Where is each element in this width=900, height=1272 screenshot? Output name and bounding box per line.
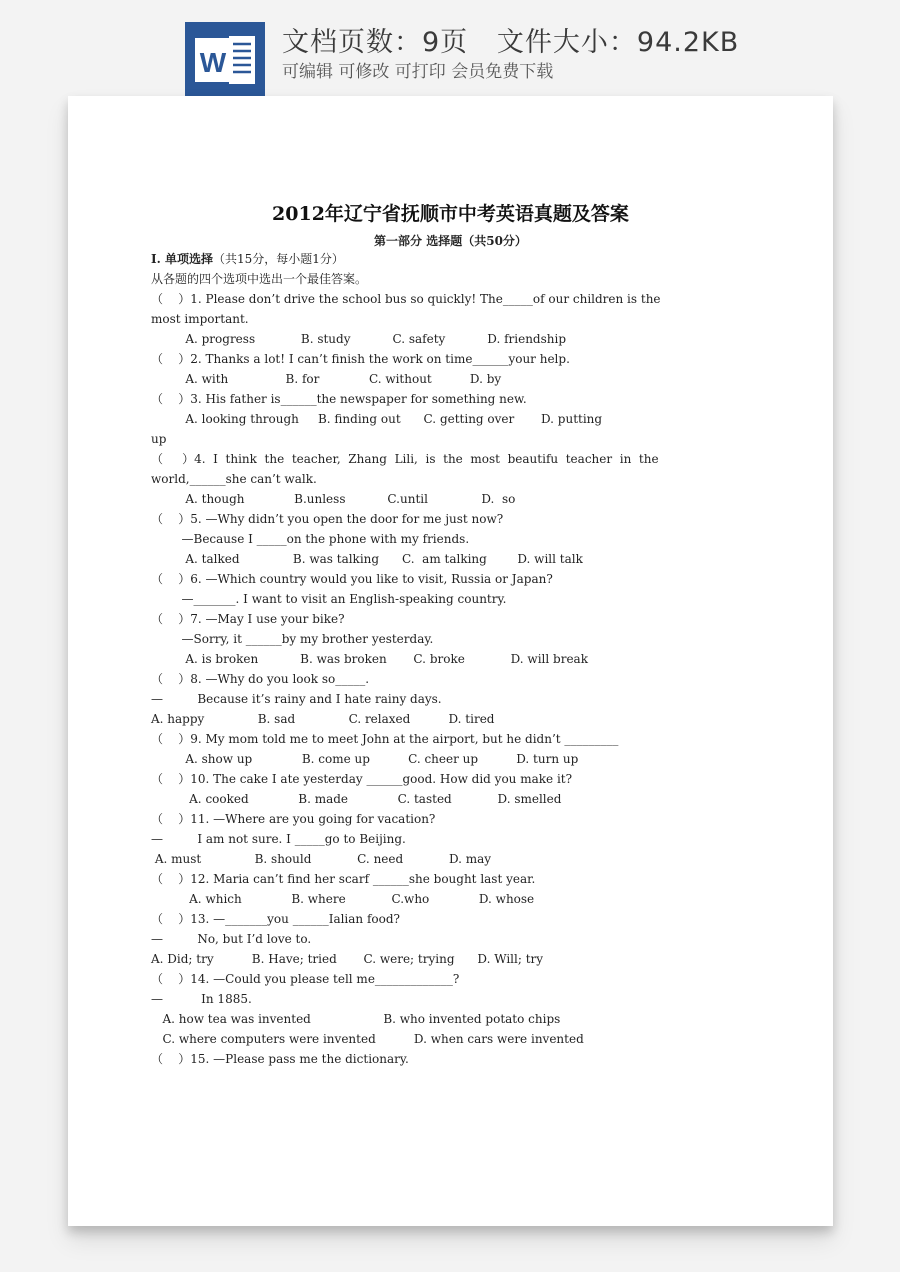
svg-text:W: W — [199, 47, 227, 78]
question-line: A. is broken B. was broken C. broke D. will break — [151, 652, 588, 666]
question-line: （ ）10. The cake I ate yesterday ______good. How did you make it? — [151, 772, 573, 786]
part-label: Ⅰ. 单项选择 — [151, 252, 213, 266]
question-line: A. must B. should C. need D. may — [151, 852, 492, 866]
file-info-title: 文档页数：9页 文件大小：94.2KB — [282, 27, 740, 58]
question-line: —Sorry, it ______by my brother yesterday. — [151, 632, 434, 646]
question-line: — No, but I’d love to. — [151, 932, 312, 946]
question-line: （ ）5. —Why didn’t you open the door for me just now? — [151, 512, 504, 526]
question-line: up — [151, 432, 167, 446]
question-line: C. where computers were invented D. when cars were invented — [151, 1032, 584, 1046]
part-heading — [151, 251, 344, 267]
section-heading: 第一部分 选择题（共50分） — [374, 234, 527, 248]
question-line: （ ）7. —May I use your bike? — [151, 612, 345, 626]
question-line: （ ）2. Thanks a lot! I can’t finish the work on time______your help. — [151, 352, 570, 366]
question-line: — Because it’s rainy and I hate rainy days. — [151, 692, 442, 706]
instruction-text: 从各题的四个选项中选出一个最佳答案。 — [151, 272, 368, 286]
question-line: A. happy B. sad C. relaxed D. tired — [151, 712, 495, 726]
question-line: A. talked B. was talking C. am talking D. will talk — [151, 552, 583, 566]
question-line: A. though B.unless C.until D. so — [151, 492, 516, 506]
question-line: —Because I _____on the phone with my friends. — [151, 532, 470, 546]
question-line: （ ）13. —_______you ______Ialian food? — [151, 912, 400, 926]
question-line: A. progress B. study C. safety D. friendship — [151, 332, 567, 346]
question-line: A. Did; try B. Have; tried C. were; trying D. Will; try — [151, 952, 544, 966]
question-line: （ ）1. Please don’t drive the school bus so quickly! The_____of our children is the — [151, 292, 661, 306]
question-line: （ ）11. —Where are you going for vacation? — [151, 812, 436, 826]
question-line: （ ）12. Maria can’t find her scarf ______she bought last year. — [151, 872, 536, 886]
question-line: （ ）8. —Why do you look so_____. — [151, 672, 370, 686]
question-line: A. how tea was invented B. who invented potato chips — [151, 1012, 561, 1026]
question-line: （ ）6. —Which country would you like to visit, Russia or Japan? — [151, 572, 553, 586]
file-features-subtitle: 可编辑 可修改 可打印 会员免费下载 — [282, 62, 554, 82]
question-line: — In 1885. — [151, 992, 252, 1006]
question-line: — I am not sure. I _____go to Beijing. — [151, 832, 406, 846]
question-line: A. which B. where C.who D. whose — [151, 892, 535, 906]
question-line: A. with B. for C. without D. by — [151, 372, 502, 386]
document-page — [68, 96, 833, 1226]
document-title: 2012年辽宁省抚顺市中考英语真题及答案 — [272, 203, 629, 225]
question-line: （ ）15. —Please pass me the dictionary. — [151, 1052, 409, 1066]
question-line: （ ）4. I think the teacher, Zhang Lili, is the most beautifu teacher in the — [151, 452, 659, 466]
word-document-icon — [185, 22, 265, 96]
question-line: most important. — [151, 312, 249, 326]
question-line: （ ）14. —Could you please tell me_____________? — [151, 972, 460, 986]
question-line: A. cooked B. made C. tasted D. smelled — [151, 792, 562, 806]
download-banner — [0, 0, 900, 100]
part-note: （共15分，每小题1分） — [212, 252, 344, 266]
question-line: world,______she can’t walk. — [151, 472, 317, 486]
question-line: （ ）3. His father is______the newspaper for something new. — [151, 392, 527, 406]
question-line: —_______. I want to visit an English-speaking country. — [151, 592, 507, 606]
question-line: （ ）9. My mom told me to meet John at the airport, but he didn’t _________ — [151, 732, 619, 746]
question-line: A. looking through B. finding out C. getting over D. putting — [151, 412, 603, 426]
question-line: A. show up B. come up C. cheer up D. turn up — [151, 752, 579, 766]
